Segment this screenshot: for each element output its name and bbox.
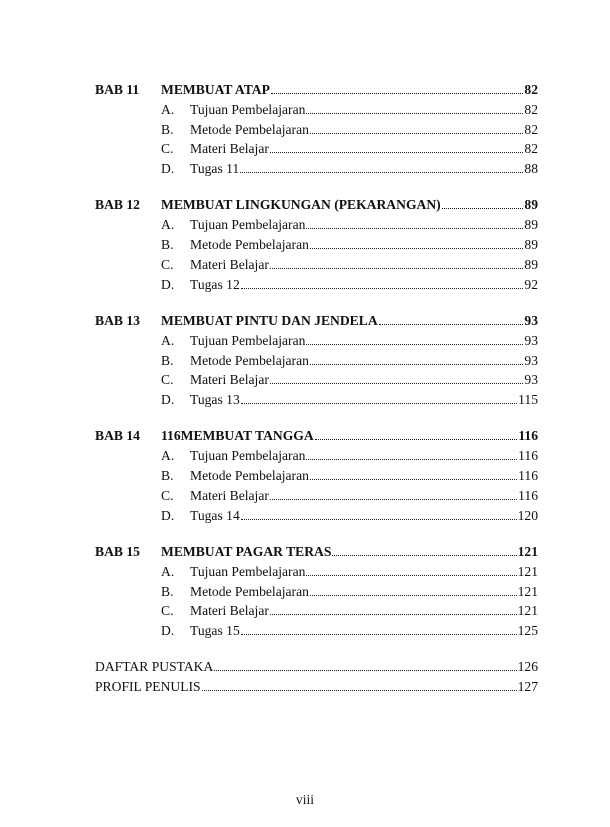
toc-section-entry[interactable] xyxy=(95,217,538,237)
dot-leader xyxy=(306,459,517,460)
section-title: Tujuan Pembelajaran xyxy=(190,332,306,348)
dot-leader xyxy=(241,403,517,404)
chapter-page-number: 93 xyxy=(524,312,538,328)
section-page-number: 116 xyxy=(518,448,538,464)
section-page-number: 88 xyxy=(524,161,538,177)
dot-leader xyxy=(442,208,524,209)
chapter-page-number: 89 xyxy=(524,197,538,213)
toc-section-entry[interactable] xyxy=(95,392,538,412)
toc-section-entry[interactable] xyxy=(95,102,538,122)
section-page-number: 116 xyxy=(518,487,538,503)
dot-leader xyxy=(240,172,523,173)
section-letter: A. xyxy=(161,563,175,579)
toc-section-entry[interactable] xyxy=(95,564,538,584)
section-page-number: 82 xyxy=(524,141,538,157)
dot-leader xyxy=(241,288,524,289)
section-title: Tugas 11 xyxy=(190,161,240,177)
dot-leader xyxy=(315,439,518,440)
section-title: Materi Belajar xyxy=(190,487,269,503)
section-letter: D. xyxy=(161,392,175,408)
chapter-label: BAB 12 xyxy=(95,197,140,213)
dot-leader xyxy=(310,248,524,249)
chapter-page-number: 121 xyxy=(517,543,538,559)
dot-leader xyxy=(241,519,517,520)
chapter-title: 116MEMBUAT TANGGA xyxy=(161,428,314,444)
toc-chapter-entry[interactable] xyxy=(95,197,538,217)
page-number-footer: viii xyxy=(295,792,315,807)
chapter-title: MEMBUAT ATAP xyxy=(161,82,270,97)
chapter-block xyxy=(95,197,538,296)
section-title: Tugas 15 xyxy=(190,623,240,639)
section-title: Materi Belajar xyxy=(190,256,269,272)
section-page-number: 120 xyxy=(517,507,538,523)
chapter-list xyxy=(95,82,538,643)
chapter-page-number: 116 xyxy=(518,428,538,444)
toc-section-entry[interactable] xyxy=(95,488,538,508)
section-title: Metode Pembelajaran xyxy=(190,468,309,484)
section-page-number: 115 xyxy=(518,392,538,408)
dot-leader xyxy=(271,93,524,94)
toc-section-entry[interactable] xyxy=(95,468,538,488)
section-letter: D. xyxy=(161,623,175,639)
section-page-number: 93 xyxy=(524,372,538,388)
toc-section-entry[interactable] xyxy=(95,333,538,353)
toc-back-matter-entry[interactable] xyxy=(95,679,538,699)
dot-leader xyxy=(310,364,524,365)
toc-chapter-entry[interactable] xyxy=(95,428,538,448)
dot-leader xyxy=(310,595,517,596)
back-matter-page-number: 126 xyxy=(517,659,538,675)
toc-section-entry[interactable] xyxy=(95,141,538,161)
chapter-block xyxy=(95,82,538,181)
section-title: Tugas 12 xyxy=(190,276,240,292)
section-letter: C. xyxy=(161,256,174,272)
section-letter: D. xyxy=(161,507,175,523)
section-letter: C. xyxy=(161,141,174,157)
section-title: Tujuan Pembelajaran xyxy=(190,101,306,117)
chapter-label: BAB 15 xyxy=(95,543,140,559)
toc-chapter-entry[interactable] xyxy=(95,313,538,333)
back-matter-page-number: 127 xyxy=(517,679,538,695)
toc-section-entry[interactable] xyxy=(95,257,538,277)
toc-section-entry[interactable] xyxy=(95,353,538,373)
dot-leader xyxy=(270,152,524,153)
section-page-number: 116 xyxy=(518,468,538,484)
toc-chapter-entry[interactable] xyxy=(95,82,538,102)
section-page-number: 121 xyxy=(517,563,538,579)
toc-section-entry[interactable] xyxy=(95,623,538,643)
chapter-block xyxy=(95,428,538,527)
toc-section-entry[interactable] xyxy=(95,603,538,623)
chapter-label: BAB 13 xyxy=(95,312,140,328)
toc-chapter-entry[interactable] xyxy=(95,544,538,564)
toc-section-entry[interactable] xyxy=(95,508,538,528)
section-page-number: 121 xyxy=(517,603,538,619)
section-title: Tujuan Pembelajaran xyxy=(190,448,306,464)
section-title: Tujuan Pembelajaran xyxy=(190,563,306,579)
section-letter: C. xyxy=(161,603,174,619)
section-page-number: 93 xyxy=(524,332,538,348)
toc-section-entry[interactable] xyxy=(95,237,538,257)
toc-section-entry[interactable] xyxy=(95,277,538,297)
table-of-contents xyxy=(95,82,538,699)
section-page-number: 121 xyxy=(517,583,538,599)
dot-leader xyxy=(214,670,516,671)
dot-leader xyxy=(310,133,524,134)
section-letter: B. xyxy=(161,237,174,253)
section-letter: A. xyxy=(161,332,175,348)
toc-section-entry[interactable] xyxy=(95,448,538,468)
dot-leader xyxy=(306,228,523,229)
dot-leader xyxy=(306,113,523,114)
chapter-label: BAB 11 xyxy=(95,82,140,97)
section-title: Metode Pembelajaran xyxy=(190,583,309,599)
section-page-number: 89 xyxy=(524,256,538,272)
chapter-label: BAB 14 xyxy=(95,428,140,444)
chapter-page-number: 82 xyxy=(524,82,538,97)
dot-leader xyxy=(270,383,524,384)
dot-leader xyxy=(306,575,516,576)
chapter-title: MEMBUAT LINGKUNGAN (PEKARANGAN) xyxy=(161,197,441,213)
section-letter: C. xyxy=(161,372,174,388)
section-letter: B. xyxy=(161,468,174,484)
section-title: Materi Belajar xyxy=(190,372,269,388)
section-title: Metode Pembelajaran xyxy=(190,121,309,137)
section-page-number: 89 xyxy=(524,237,538,253)
section-letter: B. xyxy=(161,583,174,599)
section-title: Materi Belajar xyxy=(190,603,269,619)
dot-leader xyxy=(202,690,517,691)
back-matter-title: PROFIL PENULIS xyxy=(95,679,201,695)
dot-leader xyxy=(270,499,517,500)
section-letter: B. xyxy=(161,352,174,368)
section-title: Metode Pembelajaran xyxy=(190,237,309,253)
chapter-title: MEMBUAT PINTU DAN JENDELA xyxy=(161,312,378,328)
section-letter: A. xyxy=(161,448,175,464)
toc-section-entry[interactable] xyxy=(95,122,538,142)
chapter-block xyxy=(95,544,538,643)
back-matter-title: DAFTAR PUSTAKA xyxy=(95,659,214,675)
toc-back-matter-entry[interactable] xyxy=(95,659,538,679)
dot-leader xyxy=(332,555,516,556)
section-page-number: 82 xyxy=(524,101,538,117)
section-title: Tujuan Pembelajaran xyxy=(190,217,306,233)
dot-leader xyxy=(270,268,524,269)
dot-leader xyxy=(310,479,517,480)
dot-leader xyxy=(241,634,517,635)
section-title: Metode Pembelajaran xyxy=(190,352,309,368)
chapter-block xyxy=(95,313,538,412)
section-letter: A. xyxy=(161,217,175,233)
section-page-number: 125 xyxy=(517,623,538,639)
section-letter: D. xyxy=(161,161,175,177)
section-page-number: 89 xyxy=(524,217,538,233)
dot-leader xyxy=(306,344,523,345)
section-title: Materi Belajar xyxy=(190,141,269,157)
section-letter: B. xyxy=(161,121,174,137)
section-letter: C. xyxy=(161,487,174,503)
dot-leader xyxy=(270,614,517,615)
section-letter: A. xyxy=(161,101,175,117)
toc-section-entry[interactable] xyxy=(95,372,538,392)
section-letter: D. xyxy=(161,276,175,292)
section-page-number: 82 xyxy=(524,121,538,137)
section-title: Tugas 14 xyxy=(190,507,240,523)
back-matter-list xyxy=(95,659,538,699)
section-page-number: 92 xyxy=(524,276,538,292)
chapter-title: MEMBUAT PAGAR TERAS xyxy=(161,543,332,559)
section-title: Tugas 13 xyxy=(190,392,240,408)
dot-leader xyxy=(379,324,524,325)
section-page-number: 93 xyxy=(524,352,538,368)
toc-section-entry[interactable] xyxy=(95,161,538,181)
toc-section-entry[interactable] xyxy=(95,584,538,604)
